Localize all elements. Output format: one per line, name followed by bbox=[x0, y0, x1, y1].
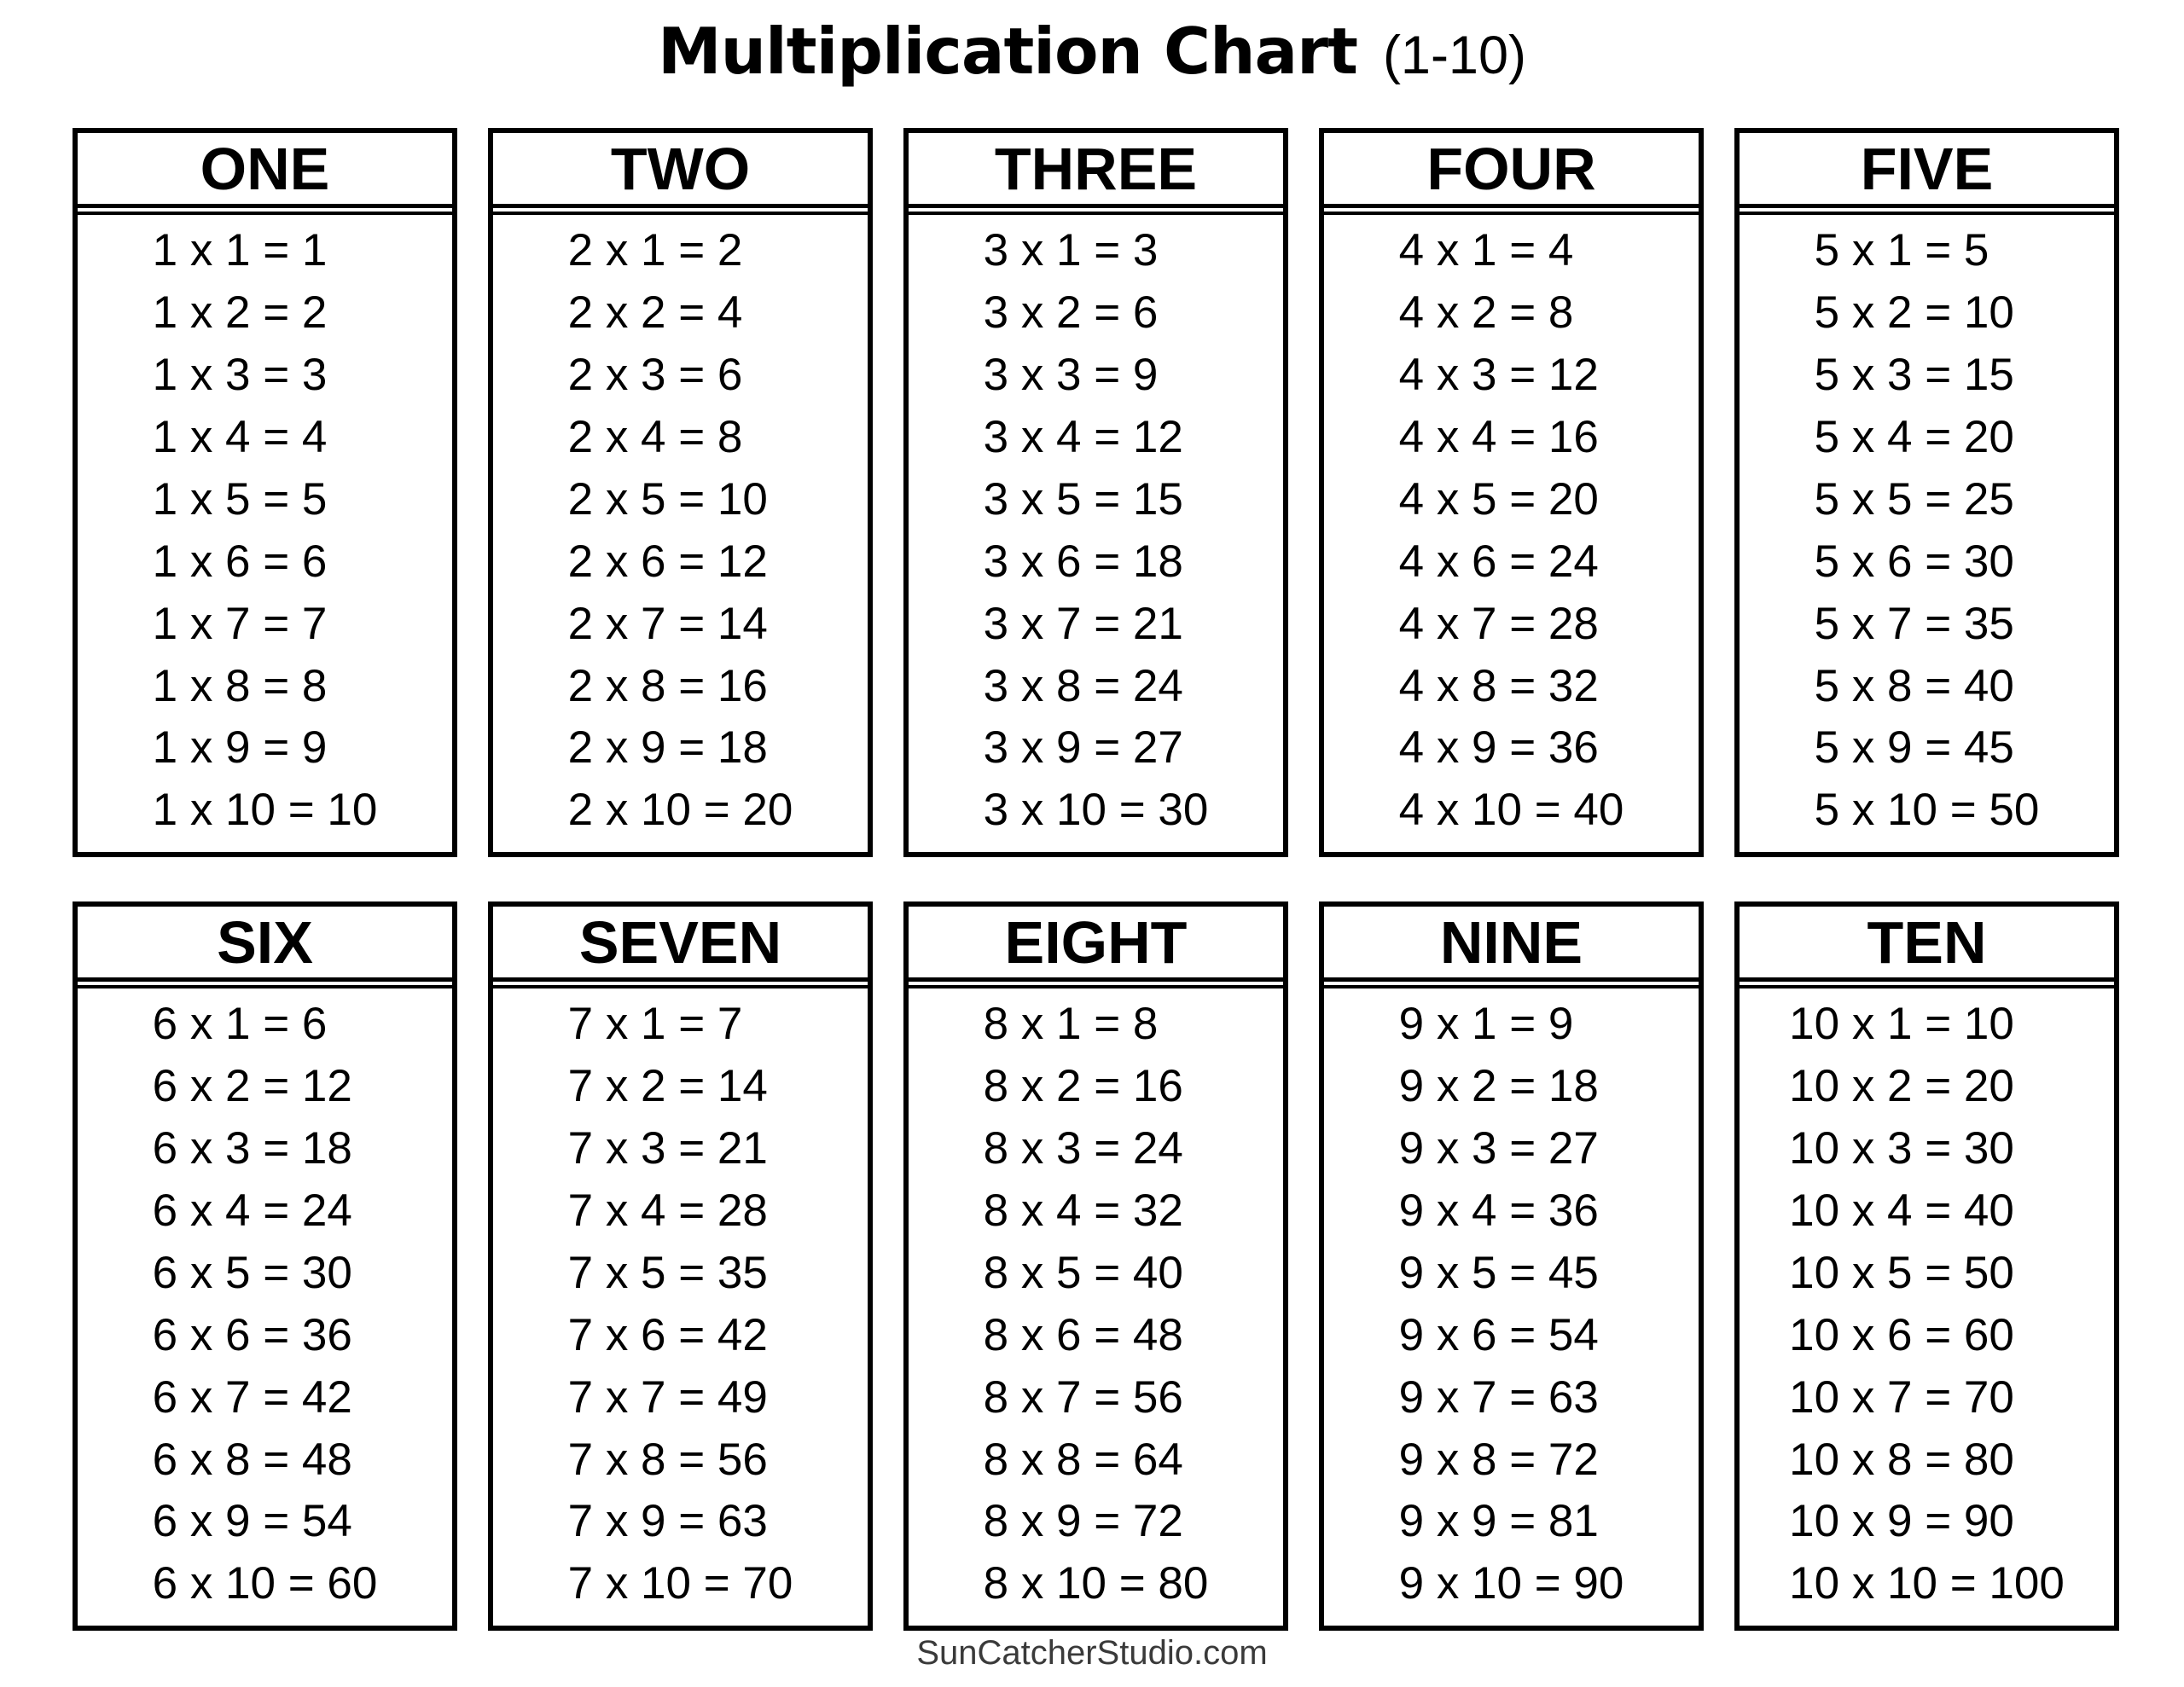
multiplication-row: 10 x 7 = 70 bbox=[1789, 1371, 2014, 1423]
multiplication-row: 10 x 2 = 20 bbox=[1789, 1061, 2014, 1112]
multiplication-row: 4 x 5 = 20 bbox=[1398, 473, 1599, 525]
multiplication-row: 2 x 7 = 14 bbox=[567, 598, 768, 649]
multiplication-row: 3 x 2 = 6 bbox=[983, 287, 1159, 339]
multiplication-row: 3 x 7 = 21 bbox=[983, 598, 1183, 649]
multiplication-row: 6 x 1 = 6 bbox=[152, 999, 328, 1050]
title-main: Multiplication Chart bbox=[657, 14, 1357, 89]
multiplication-row: 1 x 9 = 9 bbox=[152, 722, 328, 774]
multiplication-row: 4 x 7 = 28 bbox=[1398, 598, 1599, 649]
multiplication-row: 5 x 9 = 45 bbox=[1814, 722, 2014, 774]
multiplication-row: 5 x 5 = 25 bbox=[1814, 473, 2014, 525]
multiplication-row: 1 x 2 = 2 bbox=[152, 287, 328, 339]
multiplication-row: 8 x 5 = 40 bbox=[983, 1247, 1183, 1298]
multiplication-row: 7 x 2 = 14 bbox=[567, 1061, 768, 1112]
rows-block bbox=[1399, 994, 1624, 1615]
card-header bbox=[78, 907, 452, 982]
card-body bbox=[493, 985, 868, 1626]
card-nine bbox=[1319, 901, 1704, 1631]
multiplication-row: 6 x 7 = 42 bbox=[152, 1371, 352, 1423]
multiplication-row: 1 x 1 = 1 bbox=[152, 225, 328, 276]
card-body bbox=[1324, 985, 1699, 1626]
multiplication-row: 6 x 4 = 24 bbox=[152, 1185, 352, 1236]
multiplication-row: 6 x 5 = 30 bbox=[152, 1247, 352, 1298]
multiplication-row: 10 x 8 = 80 bbox=[1789, 1434, 2014, 1485]
card-body bbox=[78, 212, 452, 852]
card-title: ONE bbox=[200, 135, 330, 202]
multiplication-row: 1 x 6 = 6 bbox=[152, 536, 328, 587]
multiplication-row: 6 x 8 = 48 bbox=[152, 1434, 352, 1485]
multiplication-row: 3 x 3 = 9 bbox=[983, 350, 1159, 401]
card-body bbox=[78, 985, 452, 1626]
card-title: THREE bbox=[994, 135, 1198, 202]
multiplication-row: 3 x 9 = 27 bbox=[983, 722, 1183, 774]
rows-block bbox=[568, 994, 793, 1615]
rows-block bbox=[153, 994, 378, 1615]
card-body bbox=[1324, 212, 1699, 852]
multiplication-row: 7 x 6 = 42 bbox=[567, 1309, 768, 1360]
multiplication-row: 7 x 5 = 35 bbox=[567, 1247, 768, 1298]
multiplication-row: 4 x 2 = 8 bbox=[1398, 287, 1574, 339]
multiplication-row: 7 x 10 = 70 bbox=[567, 1558, 793, 1609]
multiplication-row: 4 x 4 = 16 bbox=[1398, 411, 1599, 462]
multiplication-row: 7 x 3 = 21 bbox=[567, 1123, 768, 1174]
multiplication-row: 1 x 5 = 5 bbox=[152, 473, 328, 525]
multiplication-row: 9 x 4 = 36 bbox=[1398, 1185, 1599, 1236]
card-header bbox=[493, 133, 868, 208]
card-one bbox=[73, 128, 457, 857]
multiplication-row: 4 x 1 = 4 bbox=[1398, 225, 1574, 276]
multiplication-row: 7 x 7 = 49 bbox=[567, 1371, 768, 1423]
multiplication-row: 2 x 3 = 6 bbox=[567, 350, 743, 401]
card-six bbox=[73, 901, 457, 1631]
card-body bbox=[1740, 985, 2114, 1626]
card-header bbox=[1324, 907, 1699, 982]
card-eight bbox=[903, 901, 1288, 1631]
multiplication-row: 6 x 6 = 36 bbox=[152, 1309, 352, 1360]
multiplication-row: 9 x 6 = 54 bbox=[1398, 1309, 1599, 1360]
multiplication-row: 1 x 10 = 10 bbox=[152, 785, 378, 836]
multiplication-row: 2 x 1 = 2 bbox=[567, 225, 743, 276]
card-header bbox=[909, 133, 1283, 208]
multiplication-row: 8 x 9 = 72 bbox=[983, 1496, 1183, 1547]
card-four bbox=[1319, 128, 1704, 857]
rows-block bbox=[1815, 220, 2040, 842]
multiplication-row: 10 x 5 = 50 bbox=[1789, 1247, 2014, 1298]
card-header bbox=[1740, 133, 2114, 208]
multiplication-row: 7 x 4 = 28 bbox=[567, 1185, 768, 1236]
card-five bbox=[1734, 128, 2119, 857]
multiplication-row: 5 x 3 = 15 bbox=[1814, 350, 2014, 401]
multiplication-row: 4 x 10 = 40 bbox=[1398, 785, 1624, 836]
multiplication-row: 1 x 3 = 3 bbox=[152, 350, 328, 401]
multiplication-row: 6 x 9 = 54 bbox=[152, 1496, 352, 1547]
rows-block bbox=[1399, 220, 1624, 842]
multiplication-row: 2 x 5 = 10 bbox=[567, 473, 768, 525]
rows-block bbox=[984, 220, 1209, 842]
cards-grid bbox=[73, 128, 2119, 1631]
multiplication-row: 5 x 7 = 35 bbox=[1814, 598, 2014, 649]
multiplication-row: 10 x 10 = 100 bbox=[1789, 1558, 2065, 1609]
multiplication-row: 2 x 6 = 12 bbox=[567, 536, 768, 587]
multiplication-row: 3 x 1 = 3 bbox=[983, 225, 1159, 276]
multiplication-row: 2 x 4 = 8 bbox=[567, 411, 743, 462]
card-body bbox=[909, 985, 1283, 1626]
multiplication-row: 5 x 6 = 30 bbox=[1814, 536, 2014, 587]
rows-block bbox=[153, 220, 378, 842]
rows-block bbox=[1789, 994, 2065, 1615]
multiplication-row: 9 x 1 = 9 bbox=[1398, 999, 1574, 1050]
multiplication-row: 8 x 1 = 8 bbox=[983, 999, 1159, 1050]
multiplication-row: 6 x 2 = 12 bbox=[152, 1061, 352, 1112]
multiplication-row: 2 x 9 = 18 bbox=[567, 722, 768, 774]
multiplication-row: 9 x 8 = 72 bbox=[1398, 1434, 1599, 1485]
multiplication-row: 9 x 2 = 18 bbox=[1398, 1061, 1599, 1112]
multiplication-row: 4 x 6 = 24 bbox=[1398, 536, 1599, 587]
rows-block bbox=[984, 994, 1209, 1615]
multiplication-row: 10 x 4 = 40 bbox=[1789, 1185, 2014, 1236]
card-header bbox=[1740, 907, 2114, 982]
card-body bbox=[1740, 212, 2114, 852]
multiplication-row: 8 x 3 = 24 bbox=[983, 1123, 1183, 1174]
multiplication-row: 1 x 8 = 8 bbox=[152, 660, 328, 711]
multiplication-row: 10 x 1 = 10 bbox=[1789, 999, 2014, 1050]
card-body bbox=[493, 212, 868, 852]
footer bbox=[0, 1634, 2184, 1673]
card-title: TEN bbox=[1867, 908, 1987, 976]
multiplication-row: 1 x 4 = 4 bbox=[152, 411, 328, 462]
multiplication-row: 10 x 9 = 90 bbox=[1789, 1496, 2014, 1547]
card-title: NINE bbox=[1439, 908, 1583, 976]
multiplication-row: 8 x 2 = 16 bbox=[983, 1061, 1183, 1112]
multiplication-row: 5 x 8 = 40 bbox=[1814, 660, 2014, 711]
multiplication-row: 6 x 3 = 18 bbox=[152, 1123, 352, 1174]
multiplication-row: 1 x 7 = 7 bbox=[152, 598, 328, 649]
multiplication-row: 8 x 4 = 32 bbox=[983, 1185, 1183, 1236]
card-title: EIGHT bbox=[1004, 908, 1188, 976]
multiplication-row: 7 x 1 = 7 bbox=[567, 999, 743, 1050]
card-header bbox=[493, 907, 868, 982]
multiplication-row: 9 x 7 = 63 bbox=[1398, 1371, 1599, 1423]
multiplication-row: 7 x 9 = 63 bbox=[567, 1496, 768, 1547]
multiplication-row: 5 x 4 = 20 bbox=[1814, 411, 2014, 462]
multiplication-row: 3 x 4 = 12 bbox=[983, 411, 1183, 462]
title-range: (1-10) bbox=[1382, 26, 1526, 85]
multiplication-row: 10 x 3 = 30 bbox=[1789, 1123, 2014, 1174]
multiplication-row: 2 x 8 = 16 bbox=[567, 660, 768, 711]
multiplication-row: 8 x 10 = 80 bbox=[983, 1558, 1209, 1609]
multiplication-row: 9 x 5 = 45 bbox=[1398, 1247, 1599, 1298]
footer-site-text: SunCatcherStudio.com bbox=[916, 1634, 1268, 1672]
multiplication-row: 4 x 8 = 32 bbox=[1398, 660, 1599, 711]
multiplication-row: 9 x 10 = 90 bbox=[1398, 1558, 1624, 1609]
multiplication-row: 4 x 9 = 36 bbox=[1398, 722, 1599, 774]
rows-block bbox=[568, 220, 793, 842]
card-title: TWO bbox=[610, 135, 751, 202]
multiplication-row: 10 x 6 = 60 bbox=[1789, 1309, 2014, 1360]
card-title: SEVEN bbox=[578, 908, 782, 976]
card-header bbox=[909, 907, 1283, 982]
card-two bbox=[488, 128, 873, 857]
card-title: FOUR bbox=[1426, 135, 1596, 202]
multiplication-row: 4 x 3 = 12 bbox=[1398, 350, 1599, 401]
multiplication-row: 9 x 9 = 81 bbox=[1398, 1496, 1599, 1547]
multiplication-row: 3 x 10 = 30 bbox=[983, 785, 1209, 836]
multiplication-row: 8 x 7 = 56 bbox=[983, 1371, 1183, 1423]
card-three bbox=[903, 128, 1288, 857]
card-body bbox=[909, 212, 1283, 852]
card-title: SIX bbox=[217, 908, 313, 976]
multiplication-row: 2 x 10 = 20 bbox=[567, 785, 793, 836]
multiplication-row: 6 x 10 = 60 bbox=[152, 1558, 378, 1609]
card-seven bbox=[488, 901, 873, 1631]
multiplication-row: 7 x 8 = 56 bbox=[567, 1434, 768, 1485]
multiplication-row: 3 x 5 = 15 bbox=[983, 473, 1183, 525]
multiplication-row: 3 x 8 = 24 bbox=[983, 660, 1183, 711]
multiplication-row: 8 x 6 = 48 bbox=[983, 1309, 1183, 1360]
card-title: FIVE bbox=[1860, 135, 1994, 202]
page-title bbox=[0, 14, 2184, 89]
card-header bbox=[78, 133, 452, 208]
multiplication-row: 9 x 3 = 27 bbox=[1398, 1123, 1599, 1174]
multiplication-row: 3 x 6 = 18 bbox=[983, 536, 1183, 587]
multiplication-row: 8 x 8 = 64 bbox=[983, 1434, 1183, 1485]
multiplication-row: 5 x 1 = 5 bbox=[1814, 225, 1989, 276]
card-header bbox=[1324, 133, 1699, 208]
card-ten bbox=[1734, 901, 2119, 1631]
multiplication-row: 5 x 10 = 50 bbox=[1814, 785, 2040, 836]
multiplication-row: 2 x 2 = 4 bbox=[567, 287, 743, 339]
multiplication-row: 5 x 2 = 10 bbox=[1814, 287, 2014, 339]
